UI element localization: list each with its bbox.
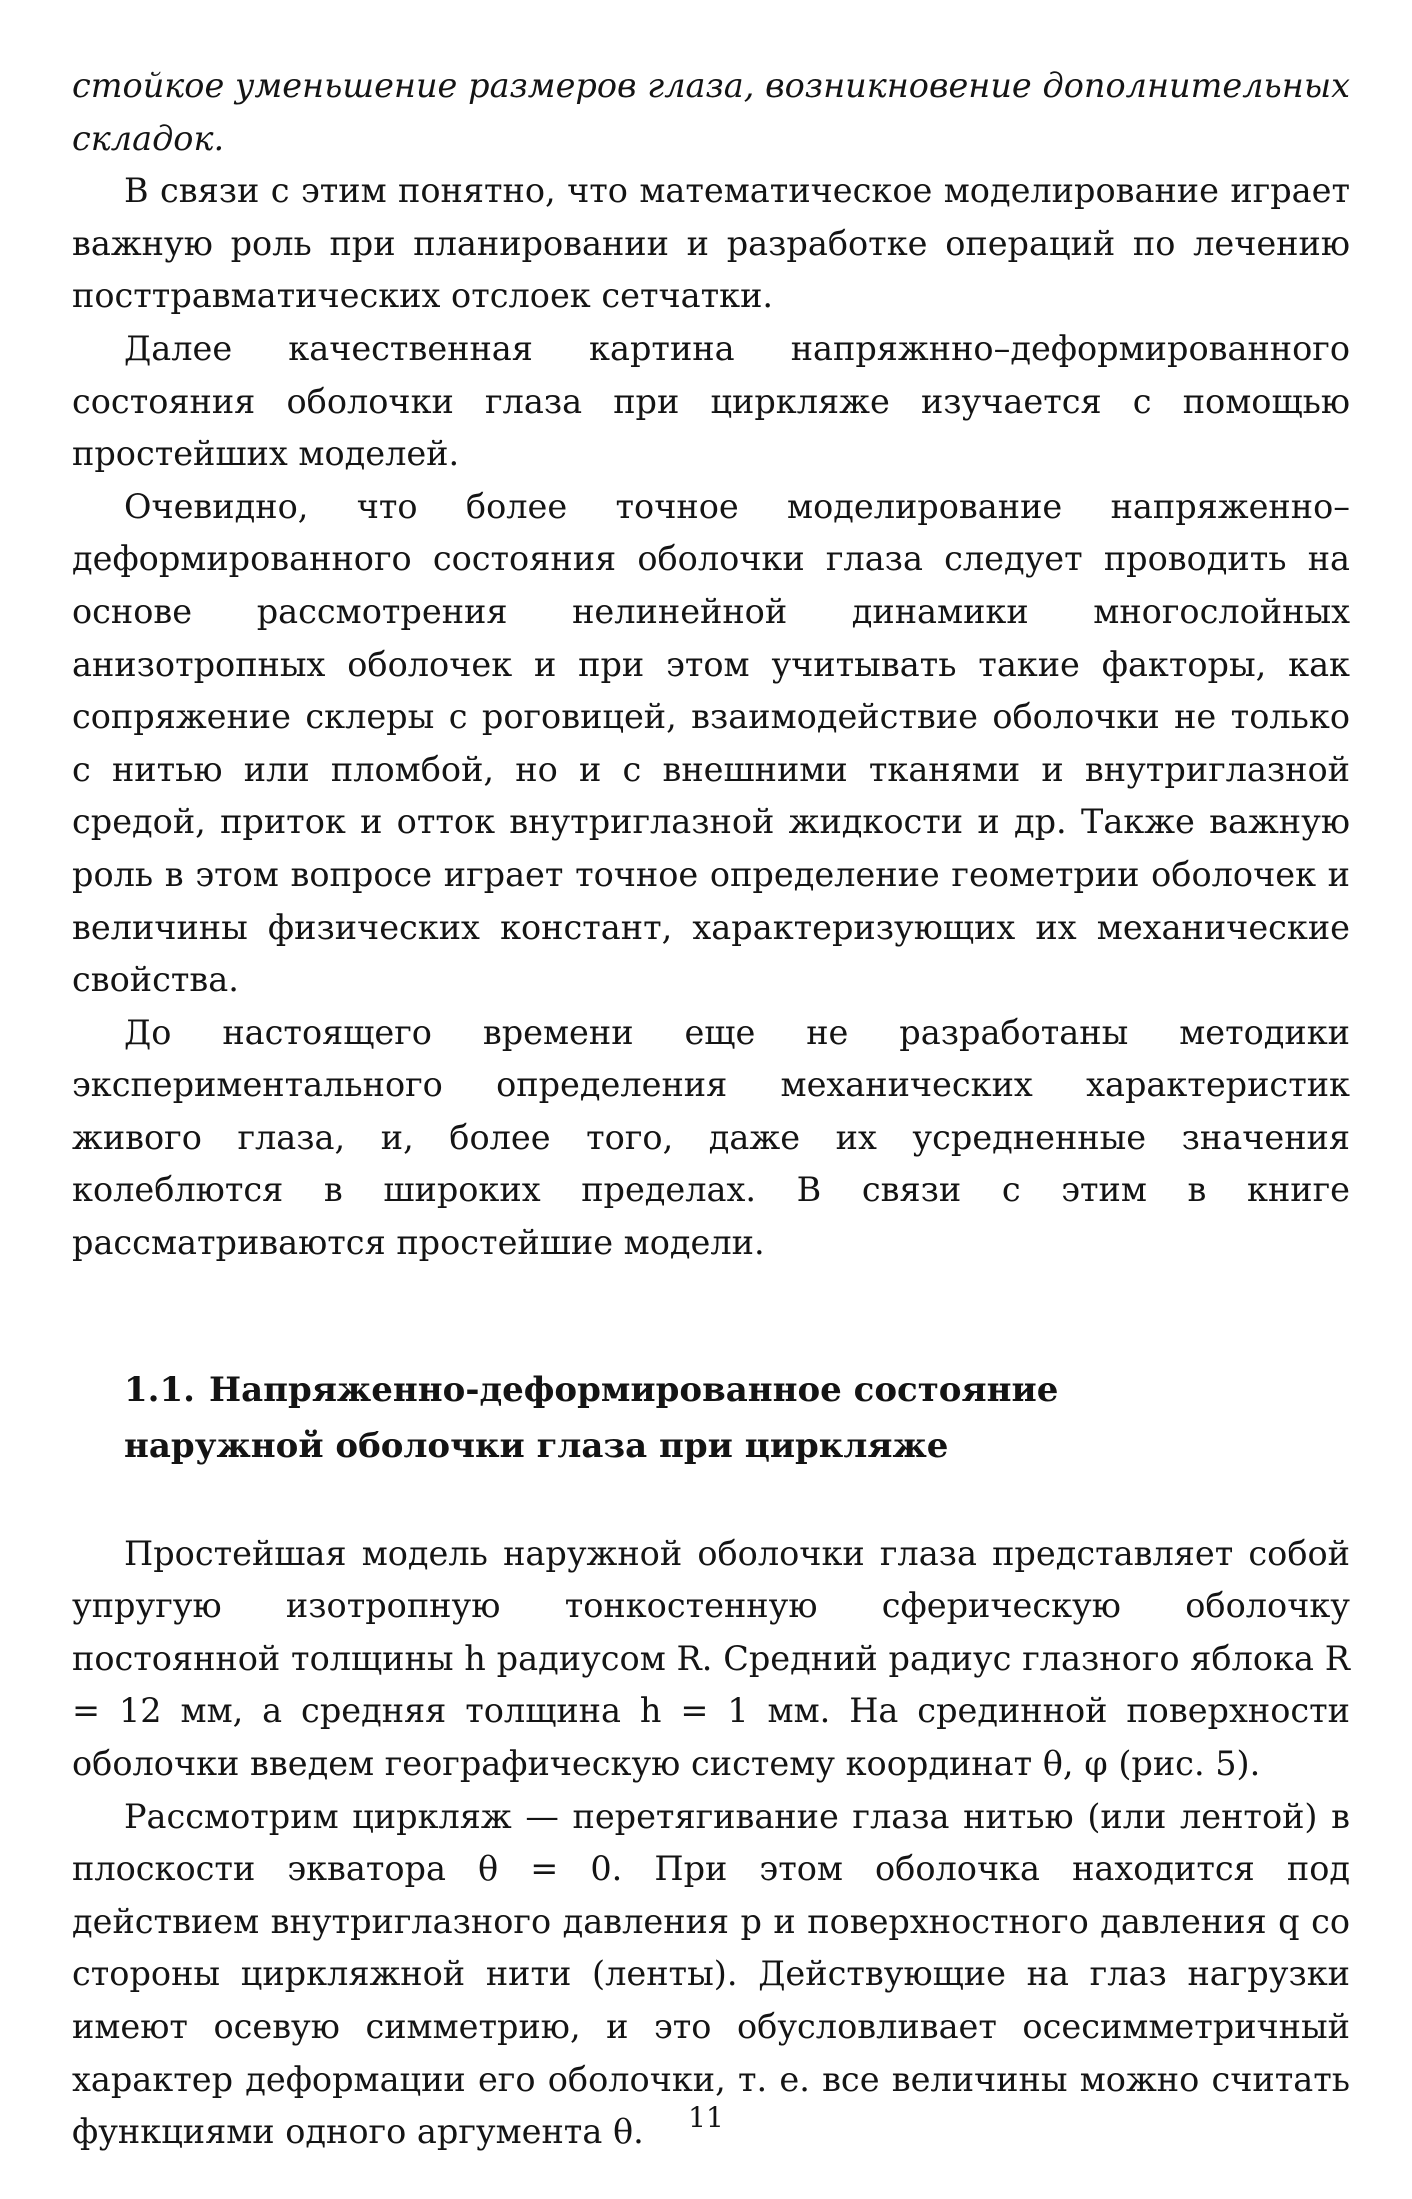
paragraph-continuation: стойкое уменьшение размеров глаза, возникновение дополнительных складок. xyxy=(72,66,1350,158)
page-number: 11 xyxy=(688,2101,724,2134)
section-title-part1: Напряженно-деформированное состояние xyxy=(209,1369,1059,1410)
paragraph-experimental-methods: До настоящего времени еще не разработаны методики экспериментального определения механических характеристик живого глаза, и, более того, даже их усредненные значения колеблются в широких пределах. В связи с этим в книге рассматриваются простейшие модели. xyxy=(72,1012,1350,1263)
page-body xyxy=(72,60,1350,2159)
paragraph-precise-modeling: Очевидно, что более точное моделирование напряженно–деформированного состояния оболочки глаза следует проводить на основе рассмотрения нелинейной динамики многослойных анизотропных оболочек и при этом учитывать такие факторы, как сопряжение склеры с роговицей, взаимодействие оболочки не только с нитью или пломбой, но и с внешними тканями и внутриглазной средой, приток и отток внутриглазной жидкости и др. Также важную роль в этом вопросе играет точное определение геометрии оболочек и величины физических констант, характеризующих их механические свойства. xyxy=(72,486,1350,1000)
section-heading xyxy=(124,1362,1350,1474)
section-heading-line1 xyxy=(124,1362,1350,1418)
section-number: 1.1. xyxy=(124,1369,195,1410)
section-title-part2: наружной оболочки глаза при циркляже xyxy=(124,1425,949,1466)
paragraph-modeling-importance: В связи с этим понятно, что математическое моделирование играет важную роль при планировании и разработке операций по лечению посттравматических отслоек сетчатки. xyxy=(72,171,1350,316)
section-body xyxy=(72,1528,1350,2159)
paragraph-shell-model: Простейшая модель наружной оболочки глаза представляет собой упругую изотропную тонкостенную сферическую оболочку постоянной толщины h радиусом R. Средний радиус глазного яблока R = 12 мм, а средняя толщина h = 1 мм. На срединной поверхности оболочки введем географическую систему координат θ, φ (рис. 5). xyxy=(72,1533,1350,1784)
paragraph-cerclage: Рассмотрим циркляж — перетягивание глаза нитью (или лентой) в плоскости экватора θ = 0. При этом оболочка находится под действием внутриглазного давления p и поверхностного давления q со стороны циркляжной нити (ленты). Действующие на глаз нагрузки имеют осевую симметрию, и это обусловливает осесимметричный характер деформации его оболочки, т. е. все величины можно считать функциями одного аргумента θ. xyxy=(72,1796,1350,2152)
paragraph-simple-models-intro: Далее качественная картина напряжнно–деформированного состояния оболочки глаза при циркляже изучается с помощью простейших моделей. xyxy=(72,328,1350,474)
